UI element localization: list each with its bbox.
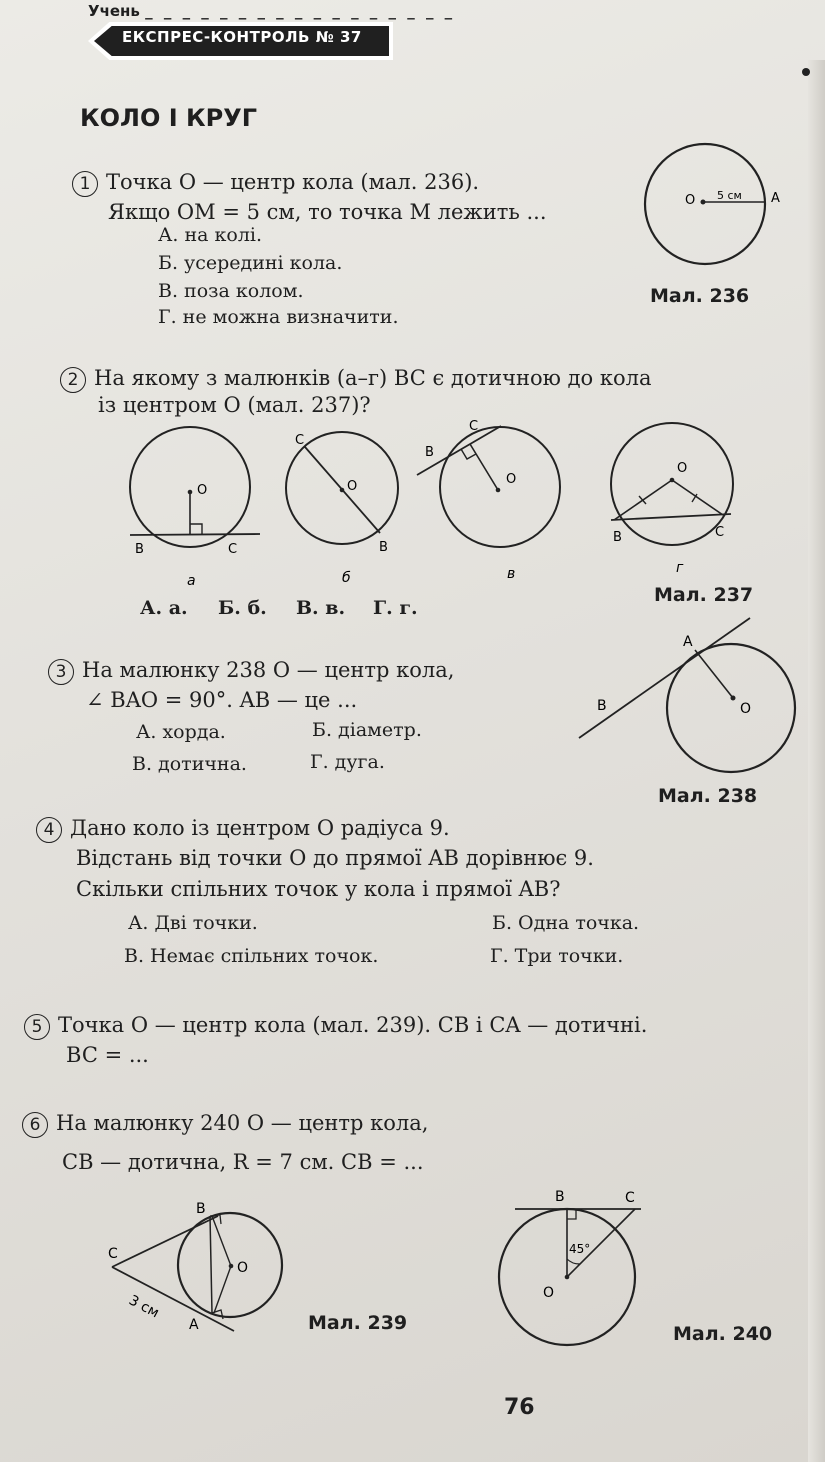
question-1-line1: 1 Точка O — центр кола (мал. 236). <box>72 170 479 197</box>
q3-option-a: А. хорда. <box>136 721 226 743</box>
distance-label: 5 см <box>717 189 742 202</box>
page-title: КОЛО І КРУГ <box>80 104 257 132</box>
chord-bc-g <box>611 514 731 520</box>
label-o: O <box>685 193 696 208</box>
label-o-238: O <box>740 701 752 717</box>
q3-option-g: Г. дуга. <box>310 751 385 773</box>
label-a-239: A <box>189 1317 199 1333</box>
line-bc-a <box>130 534 260 535</box>
label-c-g: C <box>715 525 725 540</box>
q2-option-a: А. а. <box>140 597 188 619</box>
sublabel-v: в <box>507 566 516 582</box>
question-4-line2: Відстань від точки O до прямої AB дорівнює 9. <box>76 846 594 870</box>
question-2-line2: із центром O (мал. 237)? <box>98 393 371 417</box>
figure-237-b <box>286 432 398 586</box>
label-b-g: B <box>613 530 622 545</box>
figure-238 <box>575 610 805 790</box>
caption-236: Мал. 236 <box>650 285 750 307</box>
q3-option-v: В. дотична. <box>132 753 247 775</box>
label-b-239: B <box>196 1201 206 1217</box>
label-b-238: B <box>597 698 607 714</box>
figure-237-a <box>130 427 260 589</box>
figure-237-v <box>417 420 560 582</box>
q2-option-g: Г. г. <box>373 597 418 619</box>
question-number-4: 4 <box>36 817 62 843</box>
question-5-line2: BC = ... <box>66 1043 149 1067</box>
question-number-3: 3 <box>48 659 74 685</box>
label-c-240: C <box>625 1190 635 1206</box>
question-3-line1: 3 На малюнку 238 O — центр кола, <box>48 658 454 685</box>
question-number-1: 1 <box>72 171 98 197</box>
label-b-240: B <box>555 1189 565 1205</box>
center-point <box>701 200 706 205</box>
q1-option-a: А. на колі. <box>158 224 262 246</box>
sublabel-b: б <box>342 570 351 586</box>
right-angle-a <box>190 524 202 534</box>
question-3-line2: ∠ BAO = 90°. AB — це ... <box>86 688 358 712</box>
caption-237: Мал. 237 <box>654 584 754 606</box>
figure-236 <box>630 140 790 290</box>
label-o-239: O <box>237 1260 249 1276</box>
caption-240: Мал. 240 <box>673 1323 773 1345</box>
angle-arc-240 <box>567 1259 580 1264</box>
question-2-line1: 2 На якому з малюнків (а–г) BC є дотичною до кола <box>60 366 651 393</box>
q1-option-g: Г. не можна визначити. <box>158 306 399 328</box>
label-b-v: B <box>425 445 434 460</box>
q1-option-v: В. поза колом. <box>158 280 304 302</box>
figure-240 <box>495 1185 675 1355</box>
q4-option-b: Б. Одна точка. <box>492 912 640 934</box>
label-b-b: B <box>379 540 388 555</box>
question-4-line1: 4 Дано коло із центром O радіуса 9. <box>36 816 450 843</box>
label-c-239: C <box>108 1246 118 1262</box>
page-edge-dot <box>802 68 810 76</box>
figure-237-g <box>611 423 733 576</box>
q2-option-v: В. в. <box>296 597 346 619</box>
label-o-v: O <box>506 472 517 487</box>
label-o-240: O <box>543 1285 555 1301</box>
angle-label-240: 45° <box>569 1242 591 1256</box>
tangent-cb <box>112 1216 218 1267</box>
label-o-b: O <box>347 479 358 494</box>
chord-ba <box>210 1216 212 1313</box>
page-number: 76 <box>504 1395 535 1420</box>
student-label: Учень _ _ _ _ _ _ _ _ _ _ _ _ _ _ _ _ _ <box>88 2 456 20</box>
question-number-5: 5 <box>24 1014 50 1040</box>
q3-option-b: Б. діаметр. <box>312 719 422 741</box>
circle-v <box>440 427 560 547</box>
q4-option-v: В. Немає спільних точок. <box>124 945 379 967</box>
sublabel-a: а <box>187 573 196 589</box>
banner-title: ЕКСПРЕС-КОНТРОЛЬ № 37 <box>122 28 362 46</box>
question-6-line2: CB — дотична, R = 7 см. CB = ... <box>62 1150 424 1174</box>
segment-v <box>470 444 498 490</box>
label-o-g: O <box>677 461 688 476</box>
label-a: A <box>771 191 780 206</box>
question-number-6: 6 <box>22 1112 48 1138</box>
question-number-2: 2 <box>60 367 86 393</box>
radius-ao-238 <box>695 650 733 698</box>
distance-label-239: 3 см <box>126 1292 162 1322</box>
caption-239: Мал. 239 <box>308 1312 408 1334</box>
label-c-a: C <box>228 542 238 557</box>
q1-option-b: Б. усередині кола. <box>158 252 343 274</box>
figure-237 <box>125 420 765 590</box>
segment-oc-g <box>672 480 723 515</box>
question-6-line1: 6 На малюнку 240 O — центр кола, <box>22 1111 428 1138</box>
sublabel-g: г <box>676 560 684 576</box>
label-b-a: B <box>135 542 144 557</box>
question-5-line1: 5 Точка O — центр кола (мал. 239). CB і CA — дотичні. <box>24 1013 647 1040</box>
figure-239 <box>100 1195 300 1345</box>
label-c-v: C <box>469 420 479 434</box>
tangent-line-238 <box>579 618 750 738</box>
q2-option-b: Б. б. <box>218 597 267 619</box>
facing-page-edge <box>808 60 825 1462</box>
q4-option-g: Г. Три точки. <box>490 945 624 967</box>
label-o-a: O <box>197 483 208 498</box>
question-1-line2: Якщо OM = 5 см, то точка M лежить ... <box>108 200 547 224</box>
student-label-text: Учень <box>88 2 140 20</box>
question-4-line3: Скільки спільних точок у кола і прямої AB? <box>76 877 561 901</box>
label-c-b: C <box>295 433 305 448</box>
caption-238: Мал. 238 <box>658 785 758 807</box>
q4-option-a: А. Дві точки. <box>128 912 258 934</box>
label-a-238: A <box>683 634 693 650</box>
circle-236 <box>645 144 765 264</box>
